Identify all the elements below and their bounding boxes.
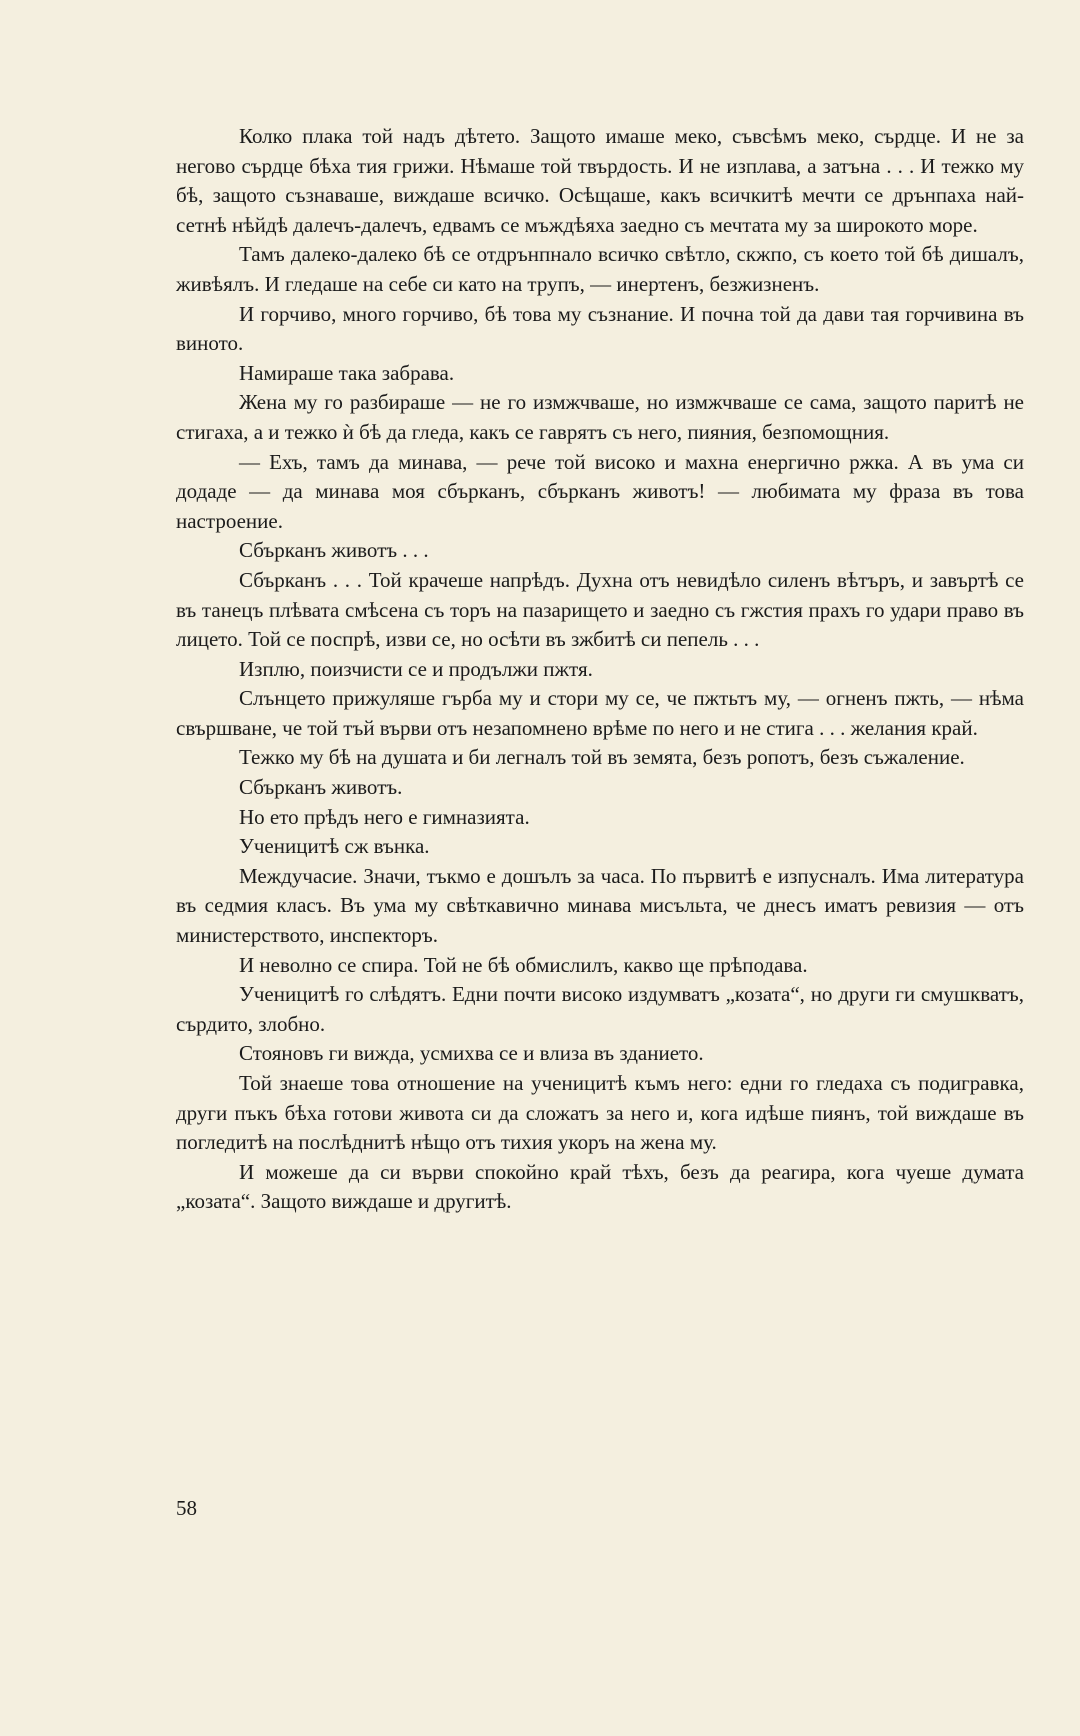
body-text bbox=[176, 122, 1024, 1217]
paragraph: Той знаеше това отношение на ученицитѣ къмъ него: едни го гледаха съ подигравка, други пъкъ бѣха готови живота си да сложатъ за него и, кога идѣше пиянъ, той виждаше въ погледитѣ на послѣднитѣ нѣщо отъ тихия укоръ на жена му. bbox=[176, 1071, 1024, 1155]
page-number: 58 bbox=[176, 1496, 197, 1520]
paragraph: Тамъ далеко-далеко бѣ се отдрънпнало всичко свѣтло, скжпо, съ което той бѣ дишалъ, живѣялъ. И гледаше на себе си като на трупъ, — инертенъ, безжизненъ. bbox=[176, 242, 1024, 296]
paragraph: Ученицитѣ сж вънка. bbox=[239, 834, 430, 859]
paragraph: Сбърканъ . . . Той крачеше напрѣдъ. Духна отъ невидѣло силенъ вѣтъръ, и завъртѣ се въ танецъ плѣвата смѣсена съ торъ на пазарището и заедно съ гжстия прахъ го удари право въ лицето. Той се поспрѣ, изви се, но осѣти въ зжбитѣ си пепель . . . bbox=[176, 567, 1024, 652]
paragraph: Тежко му бѣ на душата и би легналъ той въ земята, безъ ропотъ, безъ съжаление. bbox=[239, 745, 965, 770]
paragraph: Междучасие. Значи, тъкмо е дошълъ за часа. По първитѣ е изпусналъ. Има литература въ седмия класъ. Въ ума му свѣткавично минава мисъльта, че днесъ иматъ ревизия — отъ министерството, инспекторъ. bbox=[176, 863, 1024, 948]
paragraph: Стояновъ ги вижда, усмихва се и влиза въ зданието. bbox=[239, 1041, 704, 1066]
paragraph: Намираше така забрава. bbox=[239, 360, 455, 385]
paragraph: Жена му го разбираше — не го измжчваше, но измжчваше се сама, защото паритѣ не стигаха, а и тежко ѝ бѣ да гледа, какъ се гаврятъ съ него, пияния, безпомощния. bbox=[176, 390, 1024, 444]
paragraph: Изплю, поизчисти се и продължи пжтя. bbox=[239, 656, 593, 681]
paragraph: — Ехъ, тамъ да минава, — рече той високо и махна енергично ржка. А въ ума си додаде — да минава моя сбърканъ, сбърканъ животъ! — любимата му фраза въ това настроение. bbox=[176, 449, 1024, 533]
paragraph: И можеше да си върви спокойно край тѣхъ, безъ да реагира, кога чуеше думата „козата“. Защото виждаше и другитѣ. bbox=[176, 1159, 1024, 1214]
paragraph: Сбърканъ животъ . . . bbox=[239, 538, 429, 563]
paragraph: Сбърканъ животъ. bbox=[239, 775, 403, 800]
paragraph: Ученицитѣ го слѣдятъ. Едни почти високо издумватъ „козата“, но други ги смушкватъ, сърдито, злобно. bbox=[176, 982, 1024, 1036]
paragraph: И неволно се спира. Той не бѣ обмислилъ, какво ще прѣподава. bbox=[239, 952, 808, 977]
paragraph: Колко плака той надъ дѣтето. Защото имаше меко, съвсѣмъ меко, сърдце. И не за негово сърдце бѣха тия грижи. Нѣмаше той твърдость. И не изплава, а затъна . . . И тежко му бѣ, защото съзнаваше, виждаше всичко. Осѣщаше, какъ всичкитѣ мечти се дрънпаха най-сетнѣ нѣйдѣ далечъ-далечъ, едвамъ се мъждѣяха заедно съ мечтата му за широкото море. bbox=[176, 124, 1024, 237]
paragraph: Но ето прѣдъ него е гимназията. bbox=[239, 804, 530, 829]
paragraph: И горчиво, много горчиво, бѣ това му съзнание. И почна той да дави тая горчивина въ виното. bbox=[176, 301, 1024, 356]
paragraph: Слънцето прижуляше гърба му и стори му се, че пжтьтъ му, — огненъ пжть, — нѣма свършване, че той тъй върви отъ незапомнено врѣме по него и не стига . . . желания край. bbox=[176, 686, 1024, 740]
